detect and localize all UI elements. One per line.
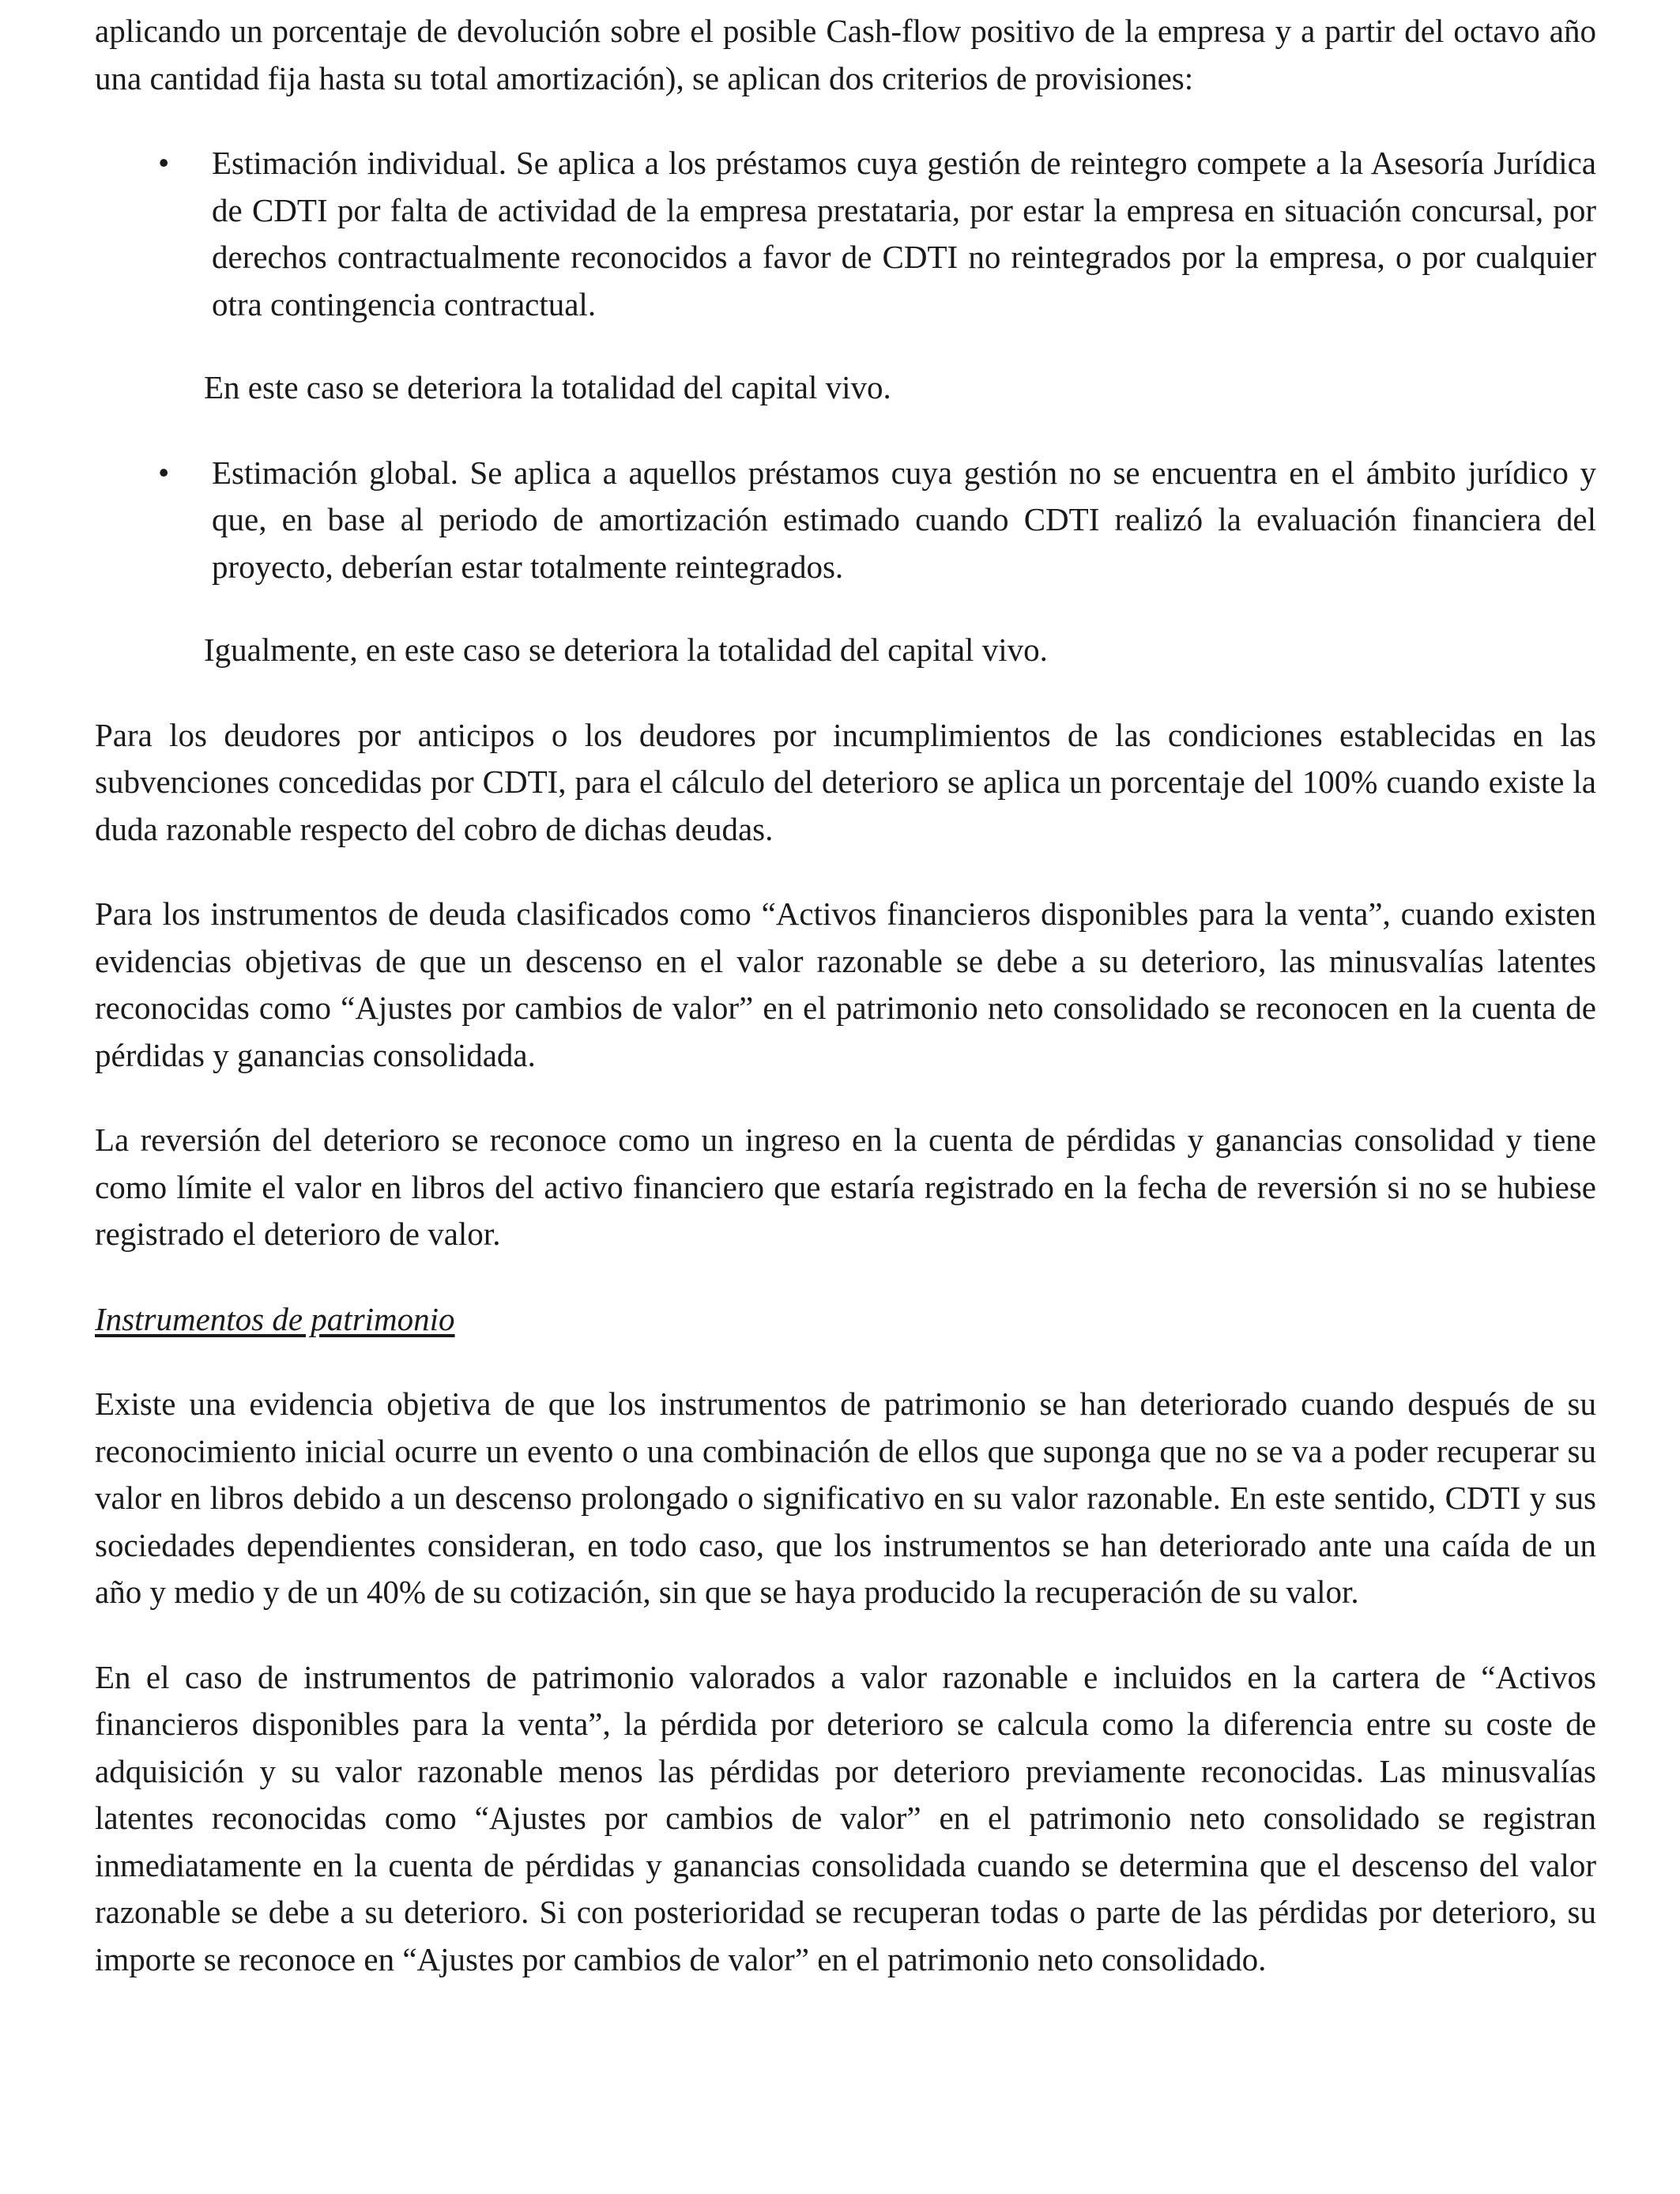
criterion-individual [95,140,1596,328]
debt-instruments-paragraph: Para los instrumentos de deuda clasificados como “Activos financieros disponibles para la venta”, cuando existen evidencias objetivas de que un descenso en el valor razonable se debe a su deterioro, las minusvalías latentes reconocidas como “Ajustes por cambios de valor” en el patrimonio neto consolidado se reconocen en la cuenta de pérdidas y ganancias consolidada. [95,895,1596,1073]
provision-criteria-list [95,140,1596,328]
provision-criteria-list-2 [95,450,1596,591]
criterion-individual-text: Estimación individual. Se aplica a los préstamos cuya gestión de reintegro compete a la Asesoría Jurídica de CDTI por falta de actividad de la empresa prestataria, por estar la empresa en situación concursal, por derechos contractualmente reconocidos a favor de CDTI no reintegrados por la empresa, o por cualquier otra contingencia contractual. [212,145,1596,322]
criterion-global-note: Igualmente, en este caso se deteriora la totalidad del capital vivo. [204,631,1048,668]
debtors-advances-paragraph: Para los deudores por anticipos o los deudores por incumplimientos de las condiciones establecidas en las subvenciones concedidas por CDTI, para el cálculo del deterioro se aplica un porcentaje del 100% cuando existe la duda razonable respecto del cobro de dichas deudas. [95,716,1596,847]
section-heading-equity-instruments: Instrumentos de patrimonio [95,1300,455,1337]
intro-continuation-paragraph: aplicando un porcentaje de devolución sobre el posible Cash-flow positivo de la empresa y a partir del octavo año una cantidad fija hasta su total amortización), se aplican dos criterios de provisiones: [95,13,1596,96]
document-page [95,8,1596,1983]
equity-fair-value-paragraph: En el caso de instrumentos de patrimonio valorados a valor razonable e incluidos en la cartera de “Activos financieros disponibles para la venta”, la pérdida por deterioro se calcula como la diferencia entre su coste de adquisición y su valor razonable menos las pérdidas por deterioro previamente reconocidas. Las minusvalías latentes reconocidas como “Ajustes por cambios de valor” en el patrimonio neto consolidado se registran inmediatamente en la cuenta de pérdidas y ganancias consolidada cuando se determina que el descenso del valor razonable se debe a su deterioro. Si con posterioridad se recuperan todas o parte de las pérdidas por deterioro, su importe se reconoce en “Ajustes por cambios de valor” en el patrimonio neto consolidado. [95,1658,1596,1977]
criterion-global-text: Estimación global. Se aplica a aquellos préstamos cuya gestión no se encuentra en el ámbito jurídico y que, en base al periodo de amortización estimado cuando CDTI realizó la evaluación financiera del proyecto, deberían estar totalmente reintegrados. [212,454,1596,585]
impairment-reversal-paragraph: La reversión del deterioro se reconoce como un ingreso en la cuenta de pérdidas y ganancias consolidad y tiene como límite el valor en libros del activo financiero que estaría registrado en la fecha de reversión si no se hubiese registrado el deterioro de valor. [95,1122,1596,1252]
criterion-individual-note: En este caso se deteriora la totalidad del capital vivo. [204,369,891,405]
equity-evidence-paragraph: Existe una evidencia objetiva de que los instrumentos de patrimonio se han deteriorado cuando después de su reconocimiento inicial ocurre un evento o una combinación de ellos que suponga que no se va a poder recuperar su valor en libros debido a un descenso prolongado o significativo en su valor razonable. En este sentido, CDTI y sus sociedades dependientes consideran, en todo caso, que los instrumentos se han deteriorado ante una caída de un año y medio y de un 40% de su cotización, sin que se haya producido la recuperación de su valor. [95,1385,1596,1610]
bullet-icon: • [158,454,170,491]
bullet-icon: • [158,145,170,181]
criterion-global [95,450,1596,591]
